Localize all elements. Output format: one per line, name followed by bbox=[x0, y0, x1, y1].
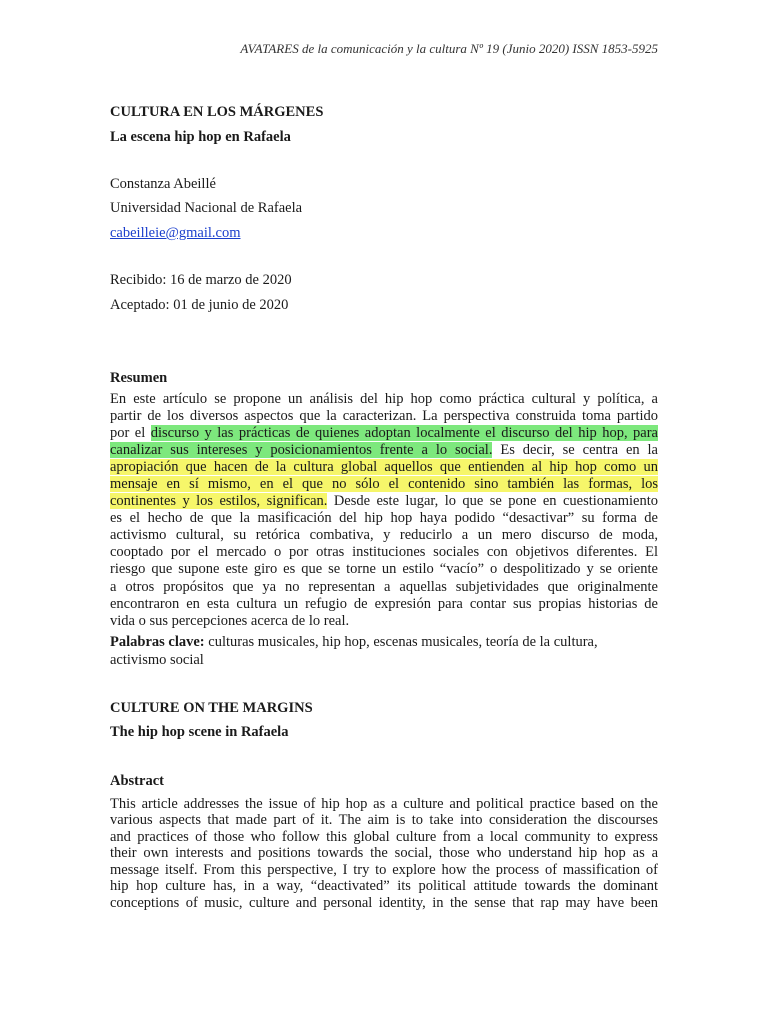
highlight-yellow: mensaje en sí mismo, en el que no sólo el contenido sino también las formas, los bbox=[110, 476, 658, 493]
highlight-yellow: apropiación que hacen de la cultura global aquellos que entienden al hip hop como un bbox=[110, 459, 658, 476]
received-date: Recibido: 16 de marzo de 2020 bbox=[110, 272, 292, 288]
abstract-line: This article addresses the issue of hip hop as a culture and political practice based on the bbox=[110, 796, 658, 812]
abstract-paragraph bbox=[110, 796, 658, 911]
journal-header: AVATARES de la comunicación y la cultura Nº 19 (Junio 2020) ISSN 1853-5925 bbox=[240, 41, 658, 56]
english-title-block bbox=[110, 699, 658, 717]
resumen-line bbox=[110, 442, 658, 459]
resumen-line: vida o sus percepciones acerca de lo real. bbox=[110, 612, 350, 629]
resumen-line: cooptado por el mercado o por otras instituciones sociales con objetivos diferentes. El bbox=[110, 544, 658, 561]
resumen-line: encontraron en esta cultura un refugio de expresión para contar sus propias historias de bbox=[110, 595, 658, 612]
resumen-line: activismo cultural, su retórica combativa, y reducirlo a un mero discurso de moda, bbox=[110, 527, 658, 544]
author-name: Constanza Abeillé bbox=[110, 176, 216, 192]
resumen-text: Desde este lugar, lo que se pone en cuestionamiento bbox=[327, 493, 658, 510]
resumen-text: Es decir, se centra en la bbox=[492, 442, 658, 459]
keywords-text: culturas musicales, hip hop, escenas musicales, teoría de la cultura, bbox=[204, 634, 598, 650]
resumen-line bbox=[110, 476, 658, 493]
resumen-line: En este artículo se propone un análisis del hip hop como práctica cultural y política, a bbox=[110, 391, 658, 407]
keywords-label: Palabras clave: bbox=[110, 634, 205, 650]
author-block bbox=[110, 175, 658, 193]
abstract-line: various aspects that made part of it. The aim is to take into consideration the discourses bbox=[110, 812, 658, 829]
resumen-line: partir de los diversos aspectos que la caracterizan. La perspectiva construida toma partido bbox=[110, 408, 658, 425]
email-block bbox=[110, 224, 658, 242]
article-title-en: CULTURE ON THE MARGINS bbox=[110, 700, 313, 716]
affiliation-block bbox=[110, 199, 658, 217]
accepted-date: Aceptado: 01 de junio de 2020 bbox=[110, 297, 289, 313]
keywords-line-1 bbox=[110, 633, 658, 651]
resumen-line bbox=[110, 459, 658, 476]
keywords-block bbox=[110, 633, 658, 669]
article-subtitle-en: The hip hop scene in Rafaela bbox=[110, 724, 289, 740]
highlight-yellow: continentes y los estilos, significan. bbox=[110, 493, 328, 510]
spanish-title-block bbox=[110, 103, 658, 121]
resumen-line: riesgo que supone este giro es que se torne un estilo “vacío” o despolitizado y se oriente bbox=[110, 561, 658, 578]
resumen-line: a otros propósitos que ya no representan a aquellas subjetividades que originalmente bbox=[110, 578, 658, 595]
resumen-heading-block bbox=[110, 369, 658, 387]
resumen-text: por el bbox=[110, 425, 151, 442]
abstract-line: their own interests and positions towards the social, those who understand hip hop as a bbox=[110, 845, 658, 862]
resumen-heading: Resumen bbox=[110, 370, 168, 386]
article-subtitle-es: La escena hip hop en Rafaela bbox=[110, 129, 291, 145]
abstract-line: and practices of those who follow this global culture from a local community to express bbox=[110, 828, 658, 845]
english-subtitle-block bbox=[110, 723, 658, 741]
author-email-link[interactable]: cabeilleie@gmail.com bbox=[110, 225, 241, 241]
abstract-heading-block bbox=[110, 772, 658, 790]
resumen-line: es el hecho de que la masificación del hip hop haya podido “desactivar” su forma de bbox=[110, 510, 658, 527]
abstract-line: hip hop culture has, in a way, “deactivated” its political attitude towards the dominant bbox=[110, 878, 658, 895]
received-date-block bbox=[110, 271, 658, 289]
keywords-line-2: activismo social bbox=[110, 652, 204, 668]
accepted-date-block bbox=[110, 296, 658, 314]
author-affiliation: Universidad Nacional de Rafaela bbox=[110, 200, 303, 216]
resumen-line bbox=[110, 493, 658, 510]
abstract-heading: Abstract bbox=[110, 773, 164, 789]
spanish-subtitle-block bbox=[110, 128, 658, 146]
highlight-green: discurso y las prácticas de quienes adoptan localmente el discurso del hip hop, para bbox=[150, 425, 658, 442]
resumen-line bbox=[110, 425, 658, 442]
resumen-paragraph bbox=[110, 391, 658, 630]
article-title-es: CULTURA EN LOS MÁRGENES bbox=[110, 104, 324, 120]
abstract-line: message itself. From this perspective, I try to explore how the process of massification of bbox=[110, 861, 658, 878]
highlight-green: canalizar sus intereses y posicionamientos frente a lo social. bbox=[110, 442, 493, 459]
abstract-line: conceptions of music, culture and personal identity, in the sense that rap may have been bbox=[110, 894, 658, 911]
